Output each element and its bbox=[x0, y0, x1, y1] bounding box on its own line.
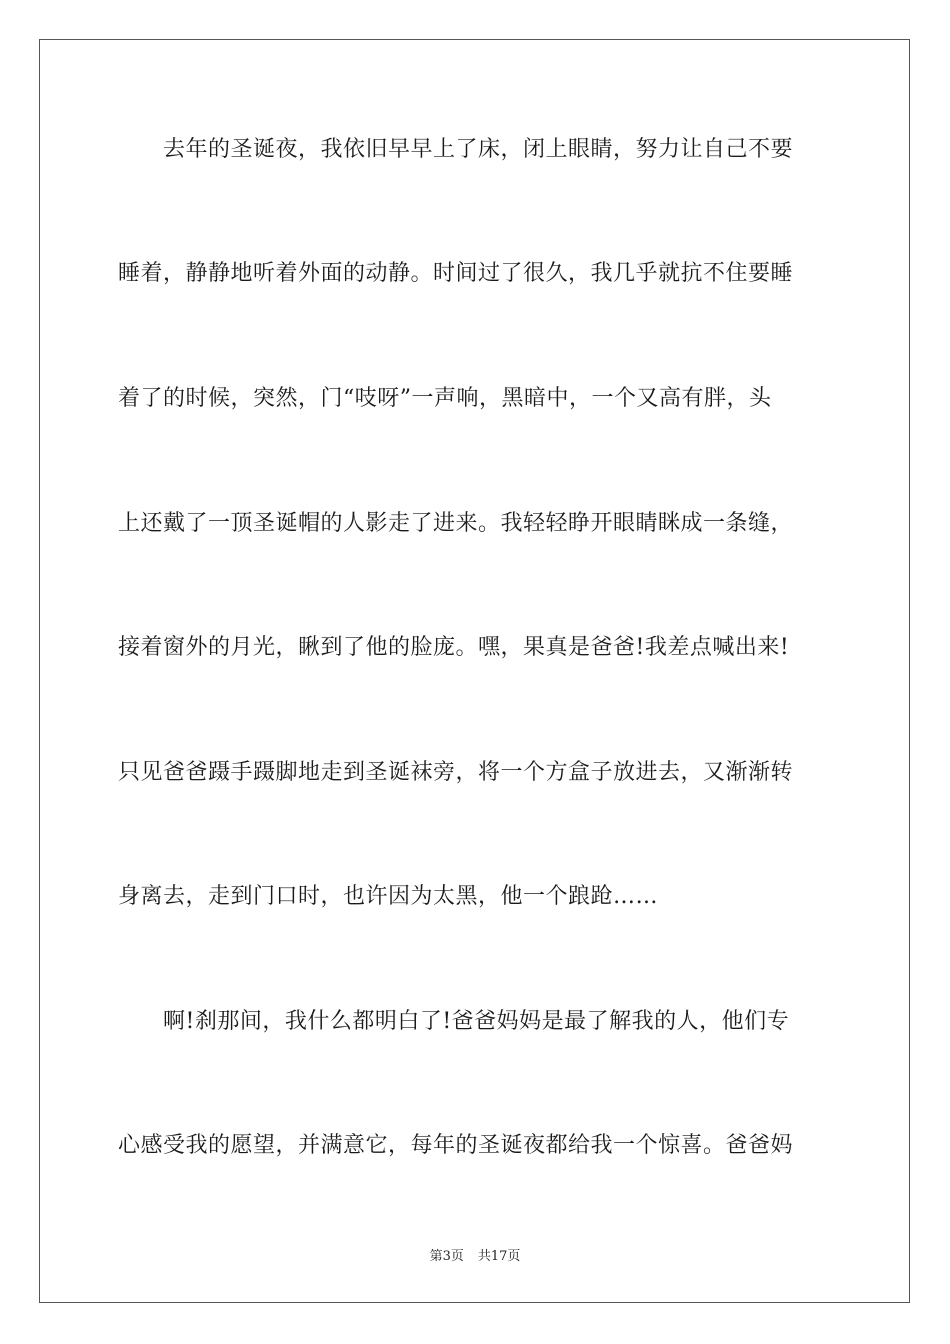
page-total: 共17页 bbox=[477, 1249, 521, 1264]
body-line-6: 只见爸爸蹑手蹑脚地走到圣诞袜旁，将一个方盒子放进去，又渐渐转 bbox=[118, 760, 794, 785]
page-border bbox=[39, 39, 910, 1303]
body-line-9: 心感受我的愿望，并满意它，每年的圣诞夜都给我一个惊喜。爸爸妈 bbox=[118, 1133, 794, 1158]
page-number: 第3页 bbox=[429, 1249, 464, 1264]
body-line-3: 着了的时候，突然，门“吱呀”一声响，黑暗中，一个又高有胖，头 bbox=[118, 386, 772, 411]
page-footer bbox=[0, 1248, 950, 1266]
body-line-1: 去年的圣诞夜，我依旧早早上了床，闭上眼睛，努力让自己不要 bbox=[163, 137, 794, 162]
body-line-8: 啊!刹那间，我什么都明白了!爸爸妈妈是最了解我的人，他们专 bbox=[163, 1009, 790, 1034]
body-line-7: 身离去，走到门口时，也许因为太黑，他一个踉跄…… bbox=[118, 884, 659, 909]
body-line-2: 睡着，静静地听着外面的动静。时间过了很久，我几乎就抗不住要睡 bbox=[118, 261, 794, 286]
body-line-4: 上还戴了一顶圣诞帽的人影走了进来。我轻轻睁开眼睛眯成一条缝， bbox=[118, 511, 794, 536]
body-line-5: 接着窗外的月光，瞅到了他的脸庞。嘿，果真是爸爸!我差点喊出来! bbox=[118, 635, 790, 660]
